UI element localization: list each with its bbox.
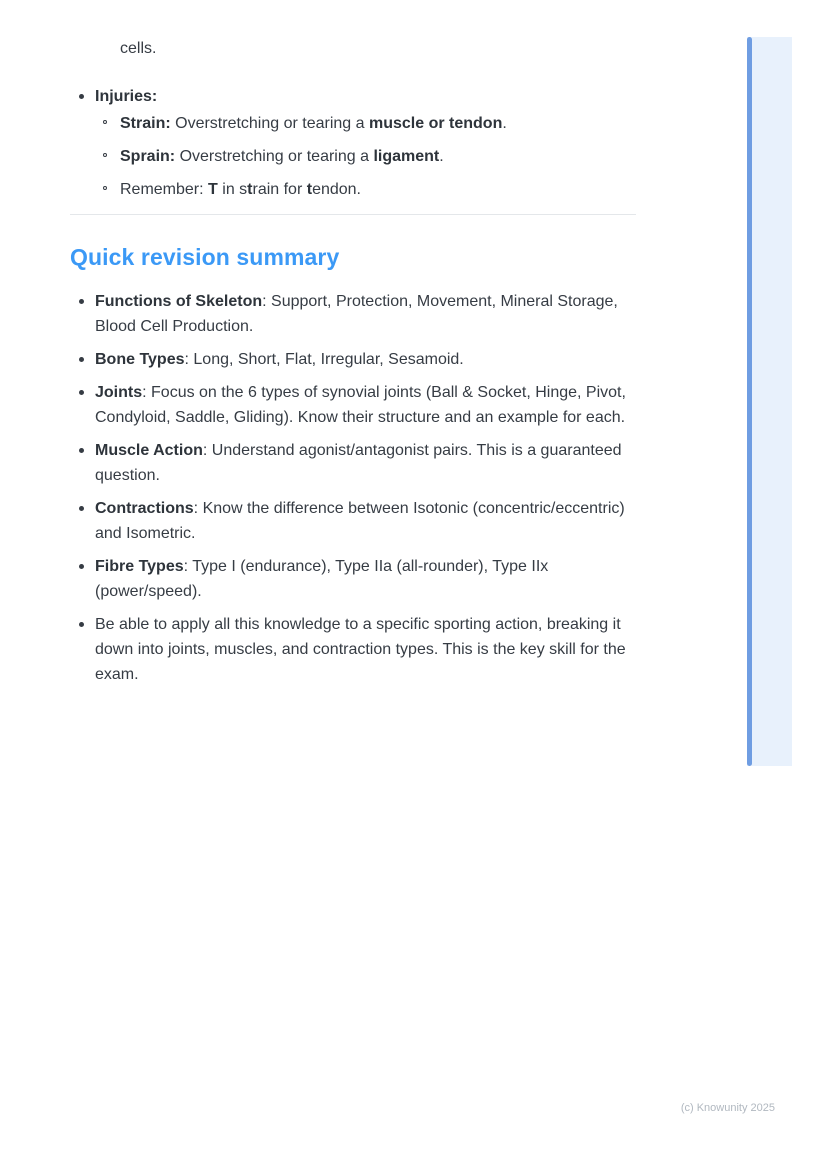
bullet-disc-icon xyxy=(79,357,84,362)
section-divider xyxy=(70,214,636,215)
summary-item-bone-types xyxy=(70,347,636,372)
strain-text: Strain: Overstretching or tearing a muscle or tendon. xyxy=(120,115,507,132)
bullet-disc-icon xyxy=(79,622,84,627)
bullet-disc-icon xyxy=(79,564,84,569)
strain-item xyxy=(95,111,636,136)
bullet-disc-icon xyxy=(79,390,84,395)
summary-item-contractions xyxy=(70,496,636,546)
bullet-disc-icon xyxy=(79,506,84,511)
bullet-circle-icon xyxy=(103,120,107,124)
copyright-note: (c) Knowunity 2025 xyxy=(680,1102,775,1114)
summary-item-text: Muscle Action: Understand agonist/antagonist pairs. This is a guaranteed question. xyxy=(95,442,622,484)
injuries-sublist xyxy=(95,111,636,202)
summary-item-text: Functions of Skeleton: Support, Protection, Movement, Mineral Storage, Blood Cell Production. xyxy=(95,293,618,335)
bullet-circle-icon xyxy=(103,186,107,190)
summary-item-text: Bone Types: Long, Short, Flat, Irregular, Sesamoid. xyxy=(95,351,464,368)
summary-item-joints xyxy=(70,380,636,430)
paragraph-continuation: cells. xyxy=(120,40,157,57)
sprain-text: Sprain: Overstretching or tearing a ligament. xyxy=(120,148,444,165)
bullet-circle-icon xyxy=(103,153,107,157)
viewer-scroll-track[interactable] xyxy=(747,37,792,766)
summary-item-apply-knowledge xyxy=(70,612,636,687)
bullet-disc-icon xyxy=(79,94,84,99)
bullet-disc-icon xyxy=(79,299,84,304)
injuries-label: Injuries: xyxy=(95,88,158,105)
summary-item-muscle-action xyxy=(70,438,636,488)
remember-item xyxy=(95,177,636,202)
notes-content xyxy=(70,0,636,695)
summary-list xyxy=(70,289,636,687)
viewer-scroll-thumb[interactable] xyxy=(747,37,752,766)
bullet-disc-icon xyxy=(79,448,84,453)
summary-item-text: Fibre Types: Type I (endurance), Type IIa (all-rounder), Type IIx (power/speed). xyxy=(95,558,549,600)
injuries-list xyxy=(70,84,636,202)
sprain-item xyxy=(95,144,636,169)
summary-item-text: Contractions: Know the difference between Isotonic (concentric/eccentric) and Isometric. xyxy=(95,500,625,542)
summary-item-fibre-types xyxy=(70,554,636,604)
remember-text: Remember: T in strain for tendon. xyxy=(120,181,361,198)
summary-item-text: Be able to apply all this knowledge to a specific sporting action, breaking it down into joints, muscles, and contraction types. This is the key skill for the exam. xyxy=(95,616,626,683)
injuries-item xyxy=(70,84,636,202)
summary-item-text: Joints: Focus on the 6 types of synovial joints (Ball & Socket, Hinge, Pivot, Condyloid, Saddle, Gliding). Know their structure and an example for each. xyxy=(95,384,626,426)
section-heading: Quick revision summary xyxy=(70,244,340,270)
summary-item-skeleton-functions xyxy=(70,289,636,339)
